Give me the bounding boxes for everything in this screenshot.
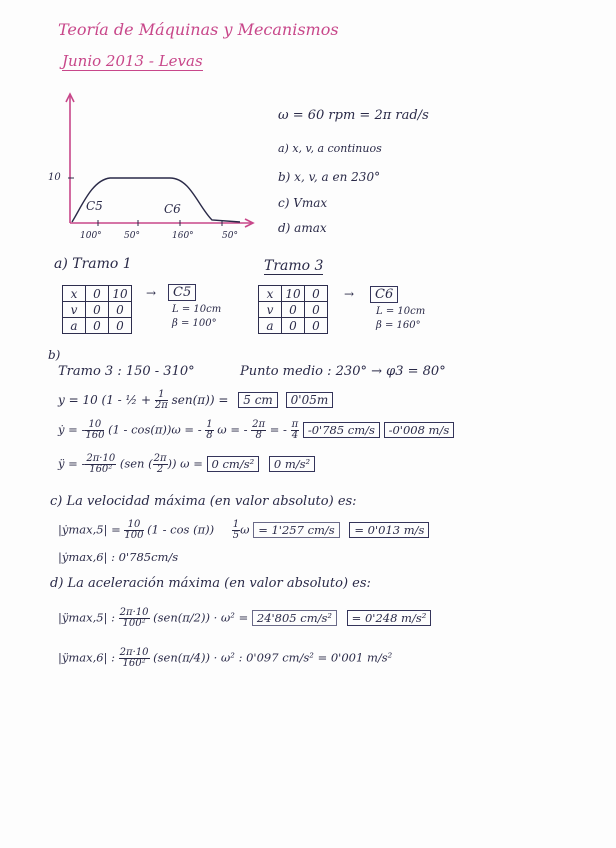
y-tick-label: 10 [48,172,61,183]
tramo3-label: Tramo 3 [264,258,324,274]
table-cell: 10 [109,286,132,302]
max-velocity-result: = 1'257 cm/s [253,522,340,538]
given-b: b) x, v, a en 230° [278,170,381,184]
table-cell: a [259,318,282,334]
acceleration-result-si: 0 m/s² [269,456,315,472]
displacement-result: 5 cm [238,392,278,408]
x-tick-label: 50° [124,231,140,241]
table-cell: 0 [305,286,328,302]
part-b-label: b) [48,348,61,362]
result1-beta: β = 100° [172,318,217,329]
part-b-tramo: Tramo 3 : 150 - 310° [58,364,195,379]
table-cell: 0 [86,318,109,334]
table-cell: 0 [109,318,132,334]
cam-displacement-graph [40,88,260,248]
result3-name: C6 [370,286,398,303]
result3-beta: β = 160° [376,320,421,331]
part-a-label: a) Tramo 1 [54,256,132,272]
velocity-equation: ẏ = - $\frac{10}{160}$ (1 - cos(π))ω = - $\frac{1}{8}$ ω = - $\frac{2\pi}{8}$ = - $\frac{\pi}{4}$ -0'785 cm/s -0'008 m/s [58,420,454,441]
part-c-label: c) La velocidad máxima (en valor absoluto) es: [50,494,357,509]
table-cell: 0 [109,302,132,318]
given-omega: ω = 60 rpm = 2π rad/s [278,108,429,123]
max-velocity-tramo1: |ẏmax,5| = $\frac{10}{100}$ (1 - cos (π)) $\frac{1}{5}$ ω = 1'257 cm/s = 0'013 m/s [58,520,429,541]
tramo1-boundary-table [62,285,132,334]
max-velocity-result-si: = 0'013 m/s [349,522,429,538]
table-cell: 0 [282,318,305,334]
page-title: Teoría de Máquinas y Mecanismos [58,20,339,39]
acceleration-equation: ÿ = - $\frac{2\pi\cdot 10}{\text{160²}}$ (sen ( $\frac{2\pi}{2}$ )) ω = 0 cm/s² 0 m/s² [58,454,315,475]
table-cell: 0 [86,302,109,318]
part-d-label: d) La aceleración máxima (en valor absoluto) es: [50,576,371,591]
x-tick-label: 160° [172,231,194,241]
table-cell: a [63,318,86,334]
given-a: a) x, v, a continuos [278,142,382,155]
table-cell: 0 [305,318,328,334]
result1-name: C5 [168,284,196,301]
table-cell: x [63,286,86,302]
segment-label-c6: C6 [164,202,181,216]
displacement-result-si: 0'05m [286,392,334,408]
arrow-icon: → [146,286,157,300]
max-acceleration-result: 24'805 cm/s² [252,610,337,626]
page-subtitle: Junio 2013 - Levas [62,52,203,70]
x-tick-label: 100° [80,231,102,241]
table-cell: 10 [282,286,305,302]
table-cell: x [259,286,282,302]
result1-l: L = 10cm [172,304,222,315]
tramo3-boundary-table [258,285,328,334]
part-b-midpoint: Punto medio : 230° → φ3 = 80° [240,364,446,379]
table-cell: 0 [282,302,305,318]
result3-l: L = 10cm [376,306,426,317]
x-tick-label: 50° [222,231,238,241]
max-velocity-tramo3: |ẏmax,6| : 0'785cm/s [58,550,179,564]
given-d: d) amax [278,221,327,235]
acceleration-result: 0 cm/s² [207,456,260,472]
table-cell: 0 [86,286,109,302]
table-cell: 0 [305,302,328,318]
table-cell: v [63,302,86,318]
segment-label-c5: C5 [86,199,103,213]
velocity-result-si: -0'008 m/s [384,422,455,438]
velocity-result: -0'785 cm/s [303,422,380,438]
displacement-equation: y = 10 (1 - ½ + $\frac{1}{2\pi}$ sen(π)) = 5 cm 0'05m [58,390,333,411]
table-cell: v [259,302,282,318]
arrow-icon: → [344,287,355,301]
given-c: c) Vmax [278,196,328,210]
max-acceleration-result-si: = 0'248 m/s² [347,610,432,626]
max-acceleration-tramo1: |ÿmax,5| : $\frac{2\pi\cdot 10}{\text{100²}}$ (sen(π/2)) · ω² = 24'805 cm/s² = 0'248 m/s² [58,608,431,629]
max-acceleration-tramo3: |ÿmax,6| : $\frac{2\pi\cdot 10}{\text{160²}}$ (sen(π/4)) · ω² : 0'097 cm/s² = 0'001 m/s² [58,647,393,669]
